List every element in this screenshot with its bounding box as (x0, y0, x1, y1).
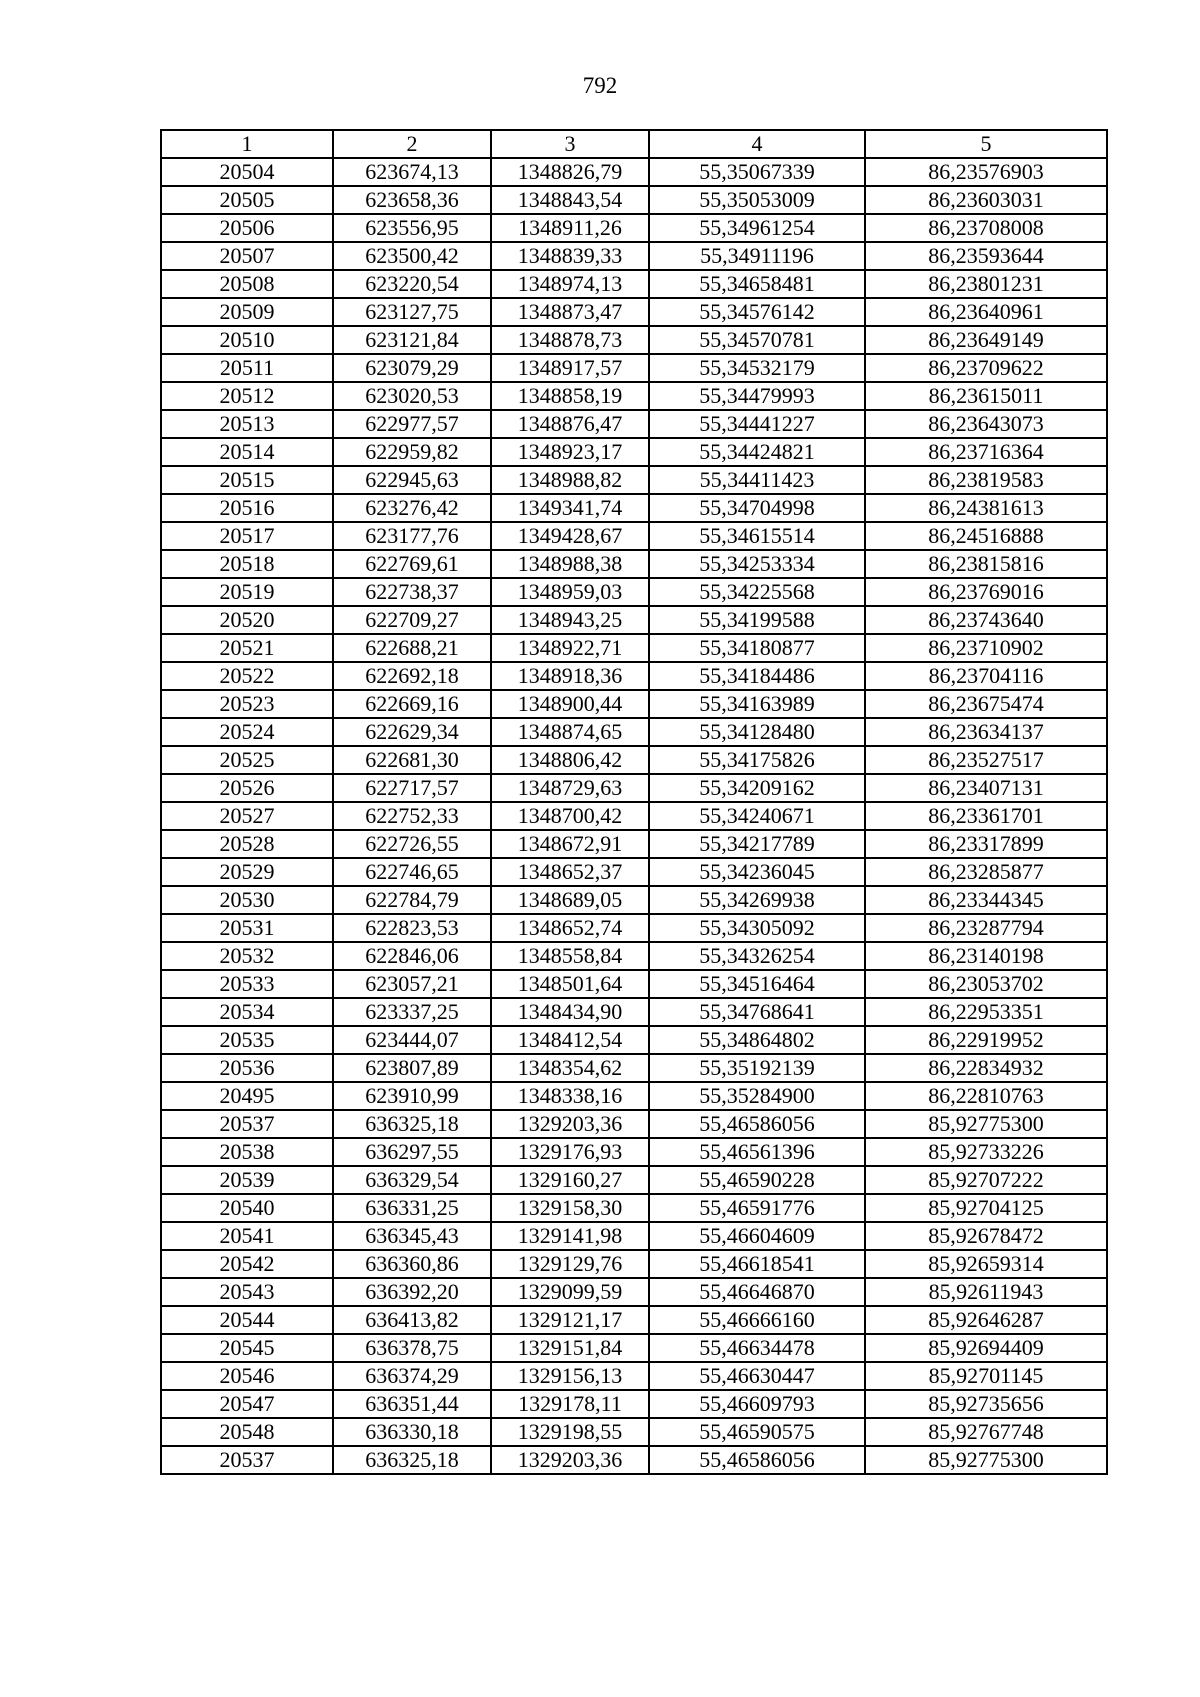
table-row (161, 466, 1107, 494)
longitude-cell: 86,23801231 (865, 270, 1107, 298)
point-number-cell: 20548 (161, 1418, 333, 1446)
y-coordinate-cell: 1348922,71 (491, 634, 649, 662)
latitude-cell: 55,34240671 (649, 802, 865, 830)
longitude-cell: 86,23285877 (865, 858, 1107, 886)
latitude-cell: 55,34199588 (649, 606, 865, 634)
x-coordinate-cell: 636325,18 (333, 1110, 491, 1138)
table-row (161, 1166, 1107, 1194)
point-number-cell: 20543 (161, 1278, 333, 1306)
latitude-cell: 55,34479993 (649, 382, 865, 410)
latitude-cell: 55,46604609 (649, 1222, 865, 1250)
x-coordinate-cell: 623177,76 (333, 522, 491, 550)
latitude-cell: 55,34532179 (649, 354, 865, 382)
x-coordinate-cell: 622629,34 (333, 718, 491, 746)
y-coordinate-cell: 1348338,16 (491, 1082, 649, 1110)
latitude-cell: 55,46561396 (649, 1138, 865, 1166)
latitude-cell: 55,46590575 (649, 1418, 865, 1446)
column-header-3: 3 (491, 130, 649, 158)
y-coordinate-cell: 1329151,84 (491, 1334, 649, 1362)
latitude-cell: 55,34704998 (649, 494, 865, 522)
y-coordinate-cell: 1349428,67 (491, 522, 649, 550)
table-row (161, 858, 1107, 886)
x-coordinate-cell: 622738,37 (333, 578, 491, 606)
x-coordinate-cell: 623556,95 (333, 214, 491, 242)
x-coordinate-cell: 623337,25 (333, 998, 491, 1026)
y-coordinate-cell: 1329158,30 (491, 1194, 649, 1222)
longitude-cell: 86,23527517 (865, 746, 1107, 774)
point-number-cell: 20544 (161, 1306, 333, 1334)
longitude-cell: 86,23344345 (865, 886, 1107, 914)
longitude-cell: 86,23593644 (865, 242, 1107, 270)
y-coordinate-cell: 1348839,33 (491, 242, 649, 270)
table-row (161, 1026, 1107, 1054)
longitude-cell: 86,23634137 (865, 718, 1107, 746)
y-coordinate-cell: 1348729,63 (491, 774, 649, 802)
x-coordinate-cell: 623658,36 (333, 186, 491, 214)
latitude-cell: 55,35067339 (649, 158, 865, 186)
point-number-cell: 20507 (161, 242, 333, 270)
y-coordinate-cell: 1348689,05 (491, 886, 649, 914)
table-row (161, 354, 1107, 382)
longitude-cell: 85,92659314 (865, 1250, 1107, 1278)
latitude-cell: 55,46609793 (649, 1390, 865, 1418)
x-coordinate-cell: 622669,16 (333, 690, 491, 718)
latitude-cell: 55,34175826 (649, 746, 865, 774)
longitude-cell: 85,92707222 (865, 1166, 1107, 1194)
table-row (161, 410, 1107, 438)
latitude-cell: 55,46586056 (649, 1110, 865, 1138)
longitude-cell: 86,23709622 (865, 354, 1107, 382)
y-coordinate-cell: 1348900,44 (491, 690, 649, 718)
point-number-cell: 20528 (161, 830, 333, 858)
latitude-cell: 55,34411423 (649, 466, 865, 494)
longitude-cell: 85,92735656 (865, 1390, 1107, 1418)
x-coordinate-cell: 622717,57 (333, 774, 491, 802)
point-number-cell: 20525 (161, 746, 333, 774)
longitude-cell: 86,23675474 (865, 690, 1107, 718)
x-coordinate-cell: 622688,21 (333, 634, 491, 662)
table-row (161, 1138, 1107, 1166)
longitude-cell: 86,23815816 (865, 550, 1107, 578)
point-number-cell: 20546 (161, 1362, 333, 1390)
point-number-cell: 20505 (161, 186, 333, 214)
latitude-cell: 55,46591776 (649, 1194, 865, 1222)
longitude-cell: 86,23615011 (865, 382, 1107, 410)
y-coordinate-cell: 1348974,13 (491, 270, 649, 298)
longitude-cell: 86,22953351 (865, 998, 1107, 1026)
longitude-cell: 85,92733226 (865, 1138, 1107, 1166)
table-row (161, 186, 1107, 214)
point-number-cell: 20495 (161, 1082, 333, 1110)
table-row (161, 942, 1107, 970)
y-coordinate-cell: 1329198,55 (491, 1418, 649, 1446)
point-number-cell: 20533 (161, 970, 333, 998)
point-number-cell: 20540 (161, 1194, 333, 1222)
longitude-cell: 86,24381613 (865, 494, 1107, 522)
latitude-cell: 55,46646870 (649, 1278, 865, 1306)
x-coordinate-cell: 622784,79 (333, 886, 491, 914)
y-coordinate-cell: 1348434,90 (491, 998, 649, 1026)
point-number-cell: 20509 (161, 298, 333, 326)
x-coordinate-cell: 636392,20 (333, 1278, 491, 1306)
point-number-cell: 20514 (161, 438, 333, 466)
longitude-cell: 86,23576903 (865, 158, 1107, 186)
latitude-cell: 55,34570781 (649, 326, 865, 354)
y-coordinate-cell: 1348412,54 (491, 1026, 649, 1054)
x-coordinate-cell: 636329,54 (333, 1166, 491, 1194)
latitude-cell: 55,35192139 (649, 1054, 865, 1082)
x-coordinate-cell: 622709,27 (333, 606, 491, 634)
table-row (161, 718, 1107, 746)
longitude-cell: 86,24516888 (865, 522, 1107, 550)
table-row (161, 298, 1107, 326)
page-number: 792 (582, 73, 618, 98)
y-coordinate-cell: 1348878,73 (491, 326, 649, 354)
x-coordinate-cell: 636378,75 (333, 1334, 491, 1362)
latitude-cell: 55,34424821 (649, 438, 865, 466)
point-number-cell: 20537 (161, 1446, 333, 1474)
longitude-cell: 86,23053702 (865, 970, 1107, 998)
column-header-2: 2 (333, 130, 491, 158)
latitude-cell: 55,46618541 (649, 1250, 865, 1278)
x-coordinate-cell: 636374,29 (333, 1362, 491, 1390)
table-row (161, 1306, 1107, 1334)
table-row (161, 634, 1107, 662)
latitude-cell: 55,34911196 (649, 242, 865, 270)
latitude-cell: 55,34209162 (649, 774, 865, 802)
column-header-5: 5 (865, 130, 1107, 158)
x-coordinate-cell: 622752,33 (333, 802, 491, 830)
column-header-4: 4 (649, 130, 865, 158)
x-coordinate-cell: 623121,84 (333, 326, 491, 354)
latitude-cell: 55,46630447 (649, 1362, 865, 1390)
table-row (161, 1054, 1107, 1082)
latitude-cell: 55,34768641 (649, 998, 865, 1026)
table-row (161, 1250, 1107, 1278)
longitude-cell: 86,23603031 (865, 186, 1107, 214)
longitude-cell: 86,23649149 (865, 326, 1107, 354)
x-coordinate-cell: 636330,18 (333, 1418, 491, 1446)
longitude-cell: 86,23743640 (865, 606, 1107, 634)
coordinates-table (160, 129, 1108, 1475)
table-row (161, 214, 1107, 242)
table-row (161, 662, 1107, 690)
longitude-cell: 86,23640961 (865, 298, 1107, 326)
longitude-cell: 85,92678472 (865, 1222, 1107, 1250)
x-coordinate-cell: 623444,07 (333, 1026, 491, 1054)
x-coordinate-cell: 622846,06 (333, 942, 491, 970)
x-coordinate-cell: 636331,25 (333, 1194, 491, 1222)
x-coordinate-cell: 622945,63 (333, 466, 491, 494)
longitude-cell: 86,23643073 (865, 410, 1107, 438)
table-row (161, 522, 1107, 550)
table-row (161, 914, 1107, 942)
point-number-cell: 20526 (161, 774, 333, 802)
point-number-cell: 20518 (161, 550, 333, 578)
y-coordinate-cell: 1329160,27 (491, 1166, 649, 1194)
longitude-cell: 86,23287794 (865, 914, 1107, 942)
longitude-cell: 86,22834932 (865, 1054, 1107, 1082)
longitude-cell: 85,92611943 (865, 1278, 1107, 1306)
y-coordinate-cell: 1329099,59 (491, 1278, 649, 1306)
longitude-cell: 85,92694409 (865, 1334, 1107, 1362)
point-number-cell: 20529 (161, 858, 333, 886)
point-number-cell: 20538 (161, 1138, 333, 1166)
y-coordinate-cell: 1348917,57 (491, 354, 649, 382)
longitude-cell: 86,23407131 (865, 774, 1107, 802)
point-number-cell: 20524 (161, 718, 333, 746)
point-number-cell: 20510 (161, 326, 333, 354)
point-number-cell: 20522 (161, 662, 333, 690)
table-row (161, 1222, 1107, 1250)
y-coordinate-cell: 1329176,93 (491, 1138, 649, 1166)
table-row (161, 886, 1107, 914)
latitude-cell: 55,34225568 (649, 578, 865, 606)
y-coordinate-cell: 1348652,74 (491, 914, 649, 942)
x-coordinate-cell: 622959,82 (333, 438, 491, 466)
point-number-cell: 20513 (161, 410, 333, 438)
x-coordinate-cell: 623057,21 (333, 970, 491, 998)
latitude-cell: 55,34615514 (649, 522, 865, 550)
x-coordinate-cell: 623807,89 (333, 1054, 491, 1082)
x-coordinate-cell: 622746,65 (333, 858, 491, 886)
latitude-cell: 55,34961254 (649, 214, 865, 242)
latitude-cell: 55,46586056 (649, 1446, 865, 1474)
table-row (161, 550, 1107, 578)
y-coordinate-cell: 1348806,42 (491, 746, 649, 774)
latitude-cell: 55,46634478 (649, 1334, 865, 1362)
table-row (161, 830, 1107, 858)
x-coordinate-cell: 636325,18 (333, 1446, 491, 1474)
x-coordinate-cell: 622692,18 (333, 662, 491, 690)
latitude-cell: 55,34441227 (649, 410, 865, 438)
y-coordinate-cell: 1348959,03 (491, 578, 649, 606)
y-coordinate-cell: 1329141,98 (491, 1222, 649, 1250)
point-number-cell: 20504 (161, 158, 333, 186)
point-number-cell: 20534 (161, 998, 333, 1026)
point-number-cell: 20531 (161, 914, 333, 942)
y-coordinate-cell: 1329203,36 (491, 1446, 649, 1474)
point-number-cell: 20512 (161, 382, 333, 410)
longitude-cell: 86,23769016 (865, 578, 1107, 606)
y-coordinate-cell: 1348700,42 (491, 802, 649, 830)
longitude-cell: 86,23704116 (865, 662, 1107, 690)
point-number-cell: 20523 (161, 690, 333, 718)
latitude-cell: 55,34128480 (649, 718, 865, 746)
point-number-cell: 20517 (161, 522, 333, 550)
y-coordinate-cell: 1329203,36 (491, 1110, 649, 1138)
point-number-cell: 20542 (161, 1250, 333, 1278)
point-number-cell: 20541 (161, 1222, 333, 1250)
point-number-cell: 20527 (161, 802, 333, 830)
y-coordinate-cell: 1348874,65 (491, 718, 649, 746)
latitude-cell: 55,34163989 (649, 690, 865, 718)
table-row (161, 1390, 1107, 1418)
x-coordinate-cell: 623079,29 (333, 354, 491, 382)
point-number-cell: 20516 (161, 494, 333, 522)
y-coordinate-cell: 1348652,37 (491, 858, 649, 886)
longitude-cell: 86,23708008 (865, 214, 1107, 242)
longitude-cell: 86,23361701 (865, 802, 1107, 830)
y-coordinate-cell: 1329178,11 (491, 1390, 649, 1418)
table-row (161, 578, 1107, 606)
latitude-cell: 55,34326254 (649, 942, 865, 970)
y-coordinate-cell: 1348672,91 (491, 830, 649, 858)
y-coordinate-cell: 1348923,17 (491, 438, 649, 466)
x-coordinate-cell: 623220,54 (333, 270, 491, 298)
latitude-cell: 55,34253334 (649, 550, 865, 578)
latitude-cell: 55,34180877 (649, 634, 865, 662)
longitude-cell: 86,23710902 (865, 634, 1107, 662)
x-coordinate-cell: 622823,53 (333, 914, 491, 942)
latitude-cell: 55,34269938 (649, 886, 865, 914)
table-row (161, 1082, 1107, 1110)
point-number-cell: 20532 (161, 942, 333, 970)
point-number-cell: 20537 (161, 1110, 333, 1138)
y-coordinate-cell: 1349341,74 (491, 494, 649, 522)
table-row (161, 270, 1107, 298)
y-coordinate-cell: 1348501,64 (491, 970, 649, 998)
x-coordinate-cell: 623276,42 (333, 494, 491, 522)
table-row (161, 438, 1107, 466)
column-header-1: 1 (161, 130, 333, 158)
point-number-cell: 20521 (161, 634, 333, 662)
table-row (161, 606, 1107, 634)
table-row (161, 1194, 1107, 1222)
table-row (161, 998, 1107, 1026)
x-coordinate-cell: 623127,75 (333, 298, 491, 326)
latitude-cell: 55,34184486 (649, 662, 865, 690)
longitude-cell: 86,23716364 (865, 438, 1107, 466)
point-number-cell: 20519 (161, 578, 333, 606)
y-coordinate-cell: 1348943,25 (491, 606, 649, 634)
y-coordinate-cell: 1348873,47 (491, 298, 649, 326)
latitude-cell: 55,34658481 (649, 270, 865, 298)
latitude-cell: 55,35284900 (649, 1082, 865, 1110)
y-coordinate-cell: 1348918,36 (491, 662, 649, 690)
longitude-cell: 86,22919952 (865, 1026, 1107, 1054)
longitude-cell: 85,92775300 (865, 1110, 1107, 1138)
table-row (161, 802, 1107, 830)
x-coordinate-cell: 636360,86 (333, 1250, 491, 1278)
table-row (161, 774, 1107, 802)
point-number-cell: 20508 (161, 270, 333, 298)
point-number-cell: 20515 (161, 466, 333, 494)
latitude-cell: 55,35053009 (649, 186, 865, 214)
x-coordinate-cell: 622681,30 (333, 746, 491, 774)
point-number-cell: 20530 (161, 886, 333, 914)
latitude-cell: 55,34305092 (649, 914, 865, 942)
latitude-cell: 55,34217789 (649, 830, 865, 858)
table-row (161, 158, 1107, 186)
table-row (161, 494, 1107, 522)
table-row (161, 326, 1107, 354)
latitude-cell: 55,34236045 (649, 858, 865, 886)
longitude-cell: 85,92775300 (865, 1446, 1107, 1474)
x-coordinate-cell: 622769,61 (333, 550, 491, 578)
point-number-cell: 20547 (161, 1390, 333, 1418)
table-row (161, 970, 1107, 998)
x-coordinate-cell: 623020,53 (333, 382, 491, 410)
latitude-cell: 55,34864802 (649, 1026, 865, 1054)
y-coordinate-cell: 1348988,82 (491, 466, 649, 494)
x-coordinate-cell: 622977,57 (333, 410, 491, 438)
longitude-cell: 86,23317899 (865, 830, 1107, 858)
y-coordinate-cell: 1329156,13 (491, 1362, 649, 1390)
x-coordinate-cell: 623910,99 (333, 1082, 491, 1110)
point-number-cell: 20506 (161, 214, 333, 242)
longitude-cell: 85,92767748 (865, 1418, 1107, 1446)
latitude-cell: 55,46666160 (649, 1306, 865, 1334)
x-coordinate-cell: 636351,44 (333, 1390, 491, 1418)
y-coordinate-cell: 1348354,62 (491, 1054, 649, 1082)
table-row (161, 690, 1107, 718)
table-header-row (161, 130, 1107, 158)
y-coordinate-cell: 1348826,79 (491, 158, 649, 186)
latitude-cell: 55,46590228 (649, 1166, 865, 1194)
longitude-cell: 85,92701145 (865, 1362, 1107, 1390)
y-coordinate-cell: 1348988,38 (491, 550, 649, 578)
y-coordinate-cell: 1329129,76 (491, 1250, 649, 1278)
y-coordinate-cell: 1348858,19 (491, 382, 649, 410)
longitude-cell: 86,22810763 (865, 1082, 1107, 1110)
x-coordinate-cell: 622726,55 (333, 830, 491, 858)
latitude-cell: 55,34576142 (649, 298, 865, 326)
latitude-cell: 55,34516464 (649, 970, 865, 998)
table-row (161, 382, 1107, 410)
longitude-cell: 85,92646287 (865, 1306, 1107, 1334)
table-row (161, 1110, 1107, 1138)
y-coordinate-cell: 1329121,17 (491, 1306, 649, 1334)
point-number-cell: 20536 (161, 1054, 333, 1082)
table-row (161, 1362, 1107, 1390)
y-coordinate-cell: 1348558,84 (491, 942, 649, 970)
longitude-cell: 86,23140198 (865, 942, 1107, 970)
table-row (161, 242, 1107, 270)
table-body (161, 158, 1107, 1474)
point-number-cell: 20539 (161, 1166, 333, 1194)
point-number-cell: 20511 (161, 354, 333, 382)
table-row (161, 1446, 1107, 1474)
point-number-cell: 20545 (161, 1334, 333, 1362)
x-coordinate-cell: 623500,42 (333, 242, 491, 270)
x-coordinate-cell: 636413,82 (333, 1306, 491, 1334)
x-coordinate-cell: 636345,43 (333, 1222, 491, 1250)
x-coordinate-cell: 636297,55 (333, 1138, 491, 1166)
point-number-cell: 20520 (161, 606, 333, 634)
y-coordinate-cell: 1348843,54 (491, 186, 649, 214)
point-number-cell: 20535 (161, 1026, 333, 1054)
table-row (161, 1278, 1107, 1306)
longitude-cell: 86,23819583 (865, 466, 1107, 494)
table-row (161, 1418, 1107, 1446)
y-coordinate-cell: 1348876,47 (491, 410, 649, 438)
table-row (161, 746, 1107, 774)
x-coordinate-cell: 623674,13 (333, 158, 491, 186)
longitude-cell: 85,92704125 (865, 1194, 1107, 1222)
table-row (161, 1334, 1107, 1362)
y-coordinate-cell: 1348911,26 (491, 214, 649, 242)
